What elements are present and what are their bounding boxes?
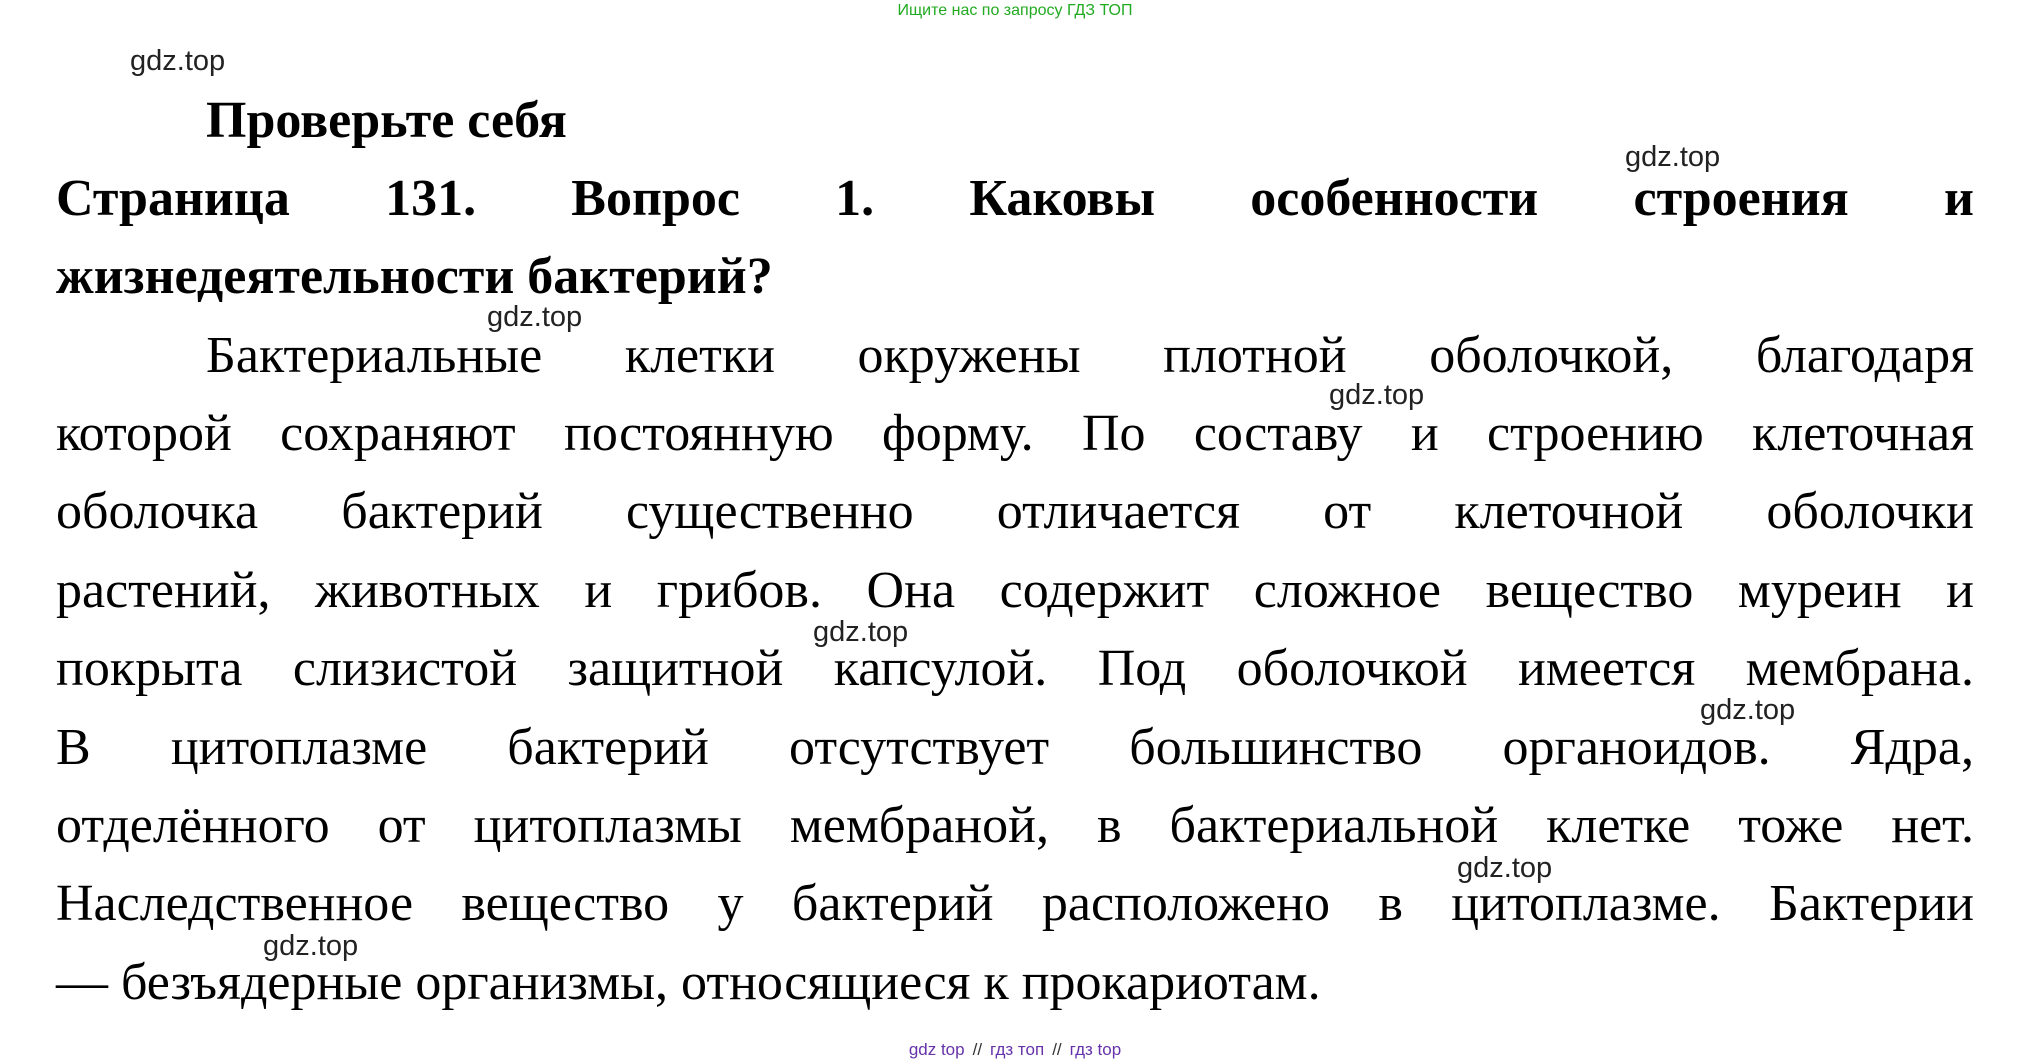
answer-line: покрыта слизистой защитной капсулой. Под оболочкой имеется мембрана. <box>56 640 1974 697</box>
watermark: gdz.top <box>1625 141 1721 173</box>
answer-line: — безъядерные организмы, относящиеся к прокариотам. <box>56 954 1321 1011</box>
watermark: gdz.top <box>1700 694 1796 726</box>
footer-link[interactable]: гдз top <box>1069 1040 1122 1059</box>
answer-line: отделённого от цитоплазмы мембраной, в бактериальной клетке тоже нет. <box>56 797 1974 854</box>
watermark: gdz.top <box>130 45 226 77</box>
question-line: Страница 131. Вопрос 1. Каковы особенности строения и <box>56 170 1974 227</box>
answer-line: оболочка бактерий существенно отличается от клеточной оболочки <box>56 483 1974 540</box>
answer-line: Наследственное вещество у бактерий расположено в цитоплазме. Бактерии <box>56 875 1974 932</box>
answer-line: Бактериальные клетки окружены плотной оболочкой, благодаря <box>206 327 1974 384</box>
footer-link[interactable]: гдз топ <box>990 1040 1045 1059</box>
watermark: gdz.top <box>1329 379 1425 411</box>
answer-line: растений, животных и грибов. Она содержит сложное вещество муреин и <box>56 562 1974 619</box>
watermark: gdz.top <box>813 616 909 648</box>
top-banner: Ищите нас по запросу ГДЗ ТОП <box>897 2 1133 19</box>
question-line: жизнедеятельности бактерий? <box>56 248 773 305</box>
footer-links <box>0 1040 2030 1059</box>
answer-line: которой сохраняют постоянную форму. По составу и строению клеточная <box>56 405 1974 462</box>
footer-separator: // <box>972 1040 983 1059</box>
footer-link[interactable]: gdz top <box>908 1040 965 1059</box>
section-title: Проверьте себя <box>206 92 567 149</box>
footer-separator: // <box>1052 1040 1062 1059</box>
watermark: gdz.top <box>263 930 359 962</box>
watermark: gdz.top <box>487 301 583 333</box>
answer-line: В цитоплазме бактерий отсутствует большинство органоидов. Ядра, <box>56 719 1974 776</box>
watermark: gdz.top <box>1457 852 1553 884</box>
